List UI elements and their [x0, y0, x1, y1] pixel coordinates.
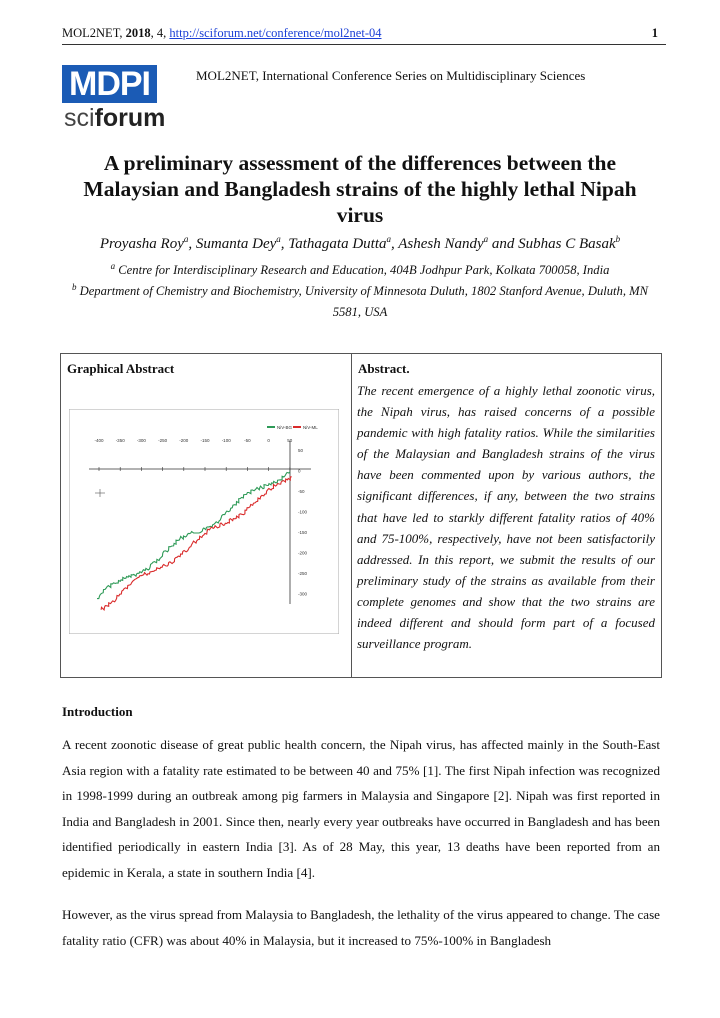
x-tick-label: 0	[267, 438, 270, 443]
affiliation-a: $^a$ Centre for Interdisciplinary Research and Education, 404B Jodhpur Park, Kolkata 700058, India	[110, 261, 610, 278]
y-tick-label: -150	[298, 530, 308, 535]
legend-label-ml: NiV-ML	[303, 425, 318, 430]
journal-year: 2018	[125, 26, 151, 40]
x-tick-label: -100	[221, 438, 231, 443]
y-tick-label: -100	[298, 509, 308, 515]
x-tick-label: -250	[158, 438, 168, 443]
mdpi-logo-text: MDPI	[62, 65, 157, 103]
x-tick-label: -350	[115, 438, 125, 443]
journal-name: MOL2NET,	[62, 26, 126, 40]
abstract-text: The recent emergence of a highly lethal zoonotic virus, the Nipah virus, has raised concerns of a possible pandemic with high fatality ratios. While the similarities of the Malaysian and Bangladesh strains of the virus have been commented upon by various authors, the significant differences, if any, between the two strains that have led to starkly different fatality ratios of 40% and 75-100%, respectively, have not been satisfactorily addressed. In this report, we submit the results of our preliminary study of the strains as available from their complete genomes and show that the two strains are indeed different and should form part of a focused surveillance program.	[357, 383, 655, 652]
graphical-abstract-chart	[69, 409, 339, 634]
y-tick-label: 50	[298, 448, 304, 453]
sciforum-logo-text: sciforum	[64, 104, 166, 132]
author-name: Proyasha Roy$^a$	[99, 234, 189, 252]
author-name: Ashesh Nandy$^a$	[398, 234, 489, 252]
legend-label-bg: NiV-BG	[277, 425, 293, 430]
introduction-heading: Introduction	[62, 704, 133, 719]
abstract-box	[60, 353, 662, 678]
running-header	[62, 26, 658, 41]
introduction-paragraph-1: A recent zoonotic disease of great public health concern, the Nipah virus, has affected mainly in the South-East Asia region with a fatality rate estimated to be between 40 and 75% [1]. The first Nipah infection was recognized in 1998-1999 during an outbreak among pig farmers in Malaysia and Singapore [2]. Nipah was first reported in India and Bangladesh in 2001. Since then, nearly every year outbreaks have occurred in Bangladesh and has been identified periodically in eastern India [3]. As of 28 May, this year, 13 deaths have been reported from an epidemic in Kerala, a state in southern India [4].	[62, 737, 660, 880]
graphical-abstract-heading: Graphical Abstract	[67, 361, 175, 376]
box-divider	[351, 354, 352, 677]
conference-link[interactable]: http://sciforum.net/conference/mol2net-04	[169, 26, 382, 40]
y-tick-label: -200	[298, 550, 308, 556]
abstract-heading: Abstract.	[358, 361, 410, 376]
author-name: Sumanta Dey$^a$	[195, 234, 281, 252]
x-tick-label: -400	[94, 438, 104, 443]
x-tick-label: -200	[179, 438, 189, 443]
conference-series: MOL2NET, International Conference Series on Multidisciplinary Sciences	[196, 68, 586, 83]
paper-title: A preliminary assessment of the differences between the Malaysian and Bangladesh strains of the highly lethal Nipah virus	[83, 151, 637, 227]
author-name: Tathagata Dutta$^a$	[288, 234, 391, 252]
header-divider	[62, 44, 666, 45]
x-tick-label: -150	[200, 438, 210, 443]
x-tick-label: -50	[244, 438, 251, 443]
author-name: Subhas C Basak$^b$	[518, 234, 621, 252]
page-number: 1	[651, 26, 658, 40]
mdpi-sciforum-logo	[62, 65, 166, 135]
y-tick-label: 0	[298, 468, 301, 474]
y-tick-label: -250	[298, 571, 308, 576]
introduction-paragraph-2: However, as the virus spread from Malaysia to Bangladesh, the lethality of the virus appeared to change. The case fatality ratio (CFR) was about 40% in Malaysia, but it increased to 75%-100% in Bangladesh	[62, 907, 660, 948]
x-tick-label: 50	[287, 438, 293, 443]
affiliation-b: $^b$ Department of Chemistry and Biochemistry, University of Minnesota Duluth, 1802 Stanford Avenue, Duluth, MN 5581, USA	[71, 282, 649, 320]
y-tick-label: -300	[298, 591, 308, 597]
y-tick-label: -50	[298, 489, 305, 494]
journal-volume: , 4,	[150, 26, 170, 40]
x-tick-label: -300	[136, 438, 146, 443]
author-list: Proyasha Roy$^a$, Sumanta Dey$^a$, Tathagata Dutta$^a$, Ashesh Nandy$^a$ and Subhas C Basak$^b$	[99, 234, 621, 252]
